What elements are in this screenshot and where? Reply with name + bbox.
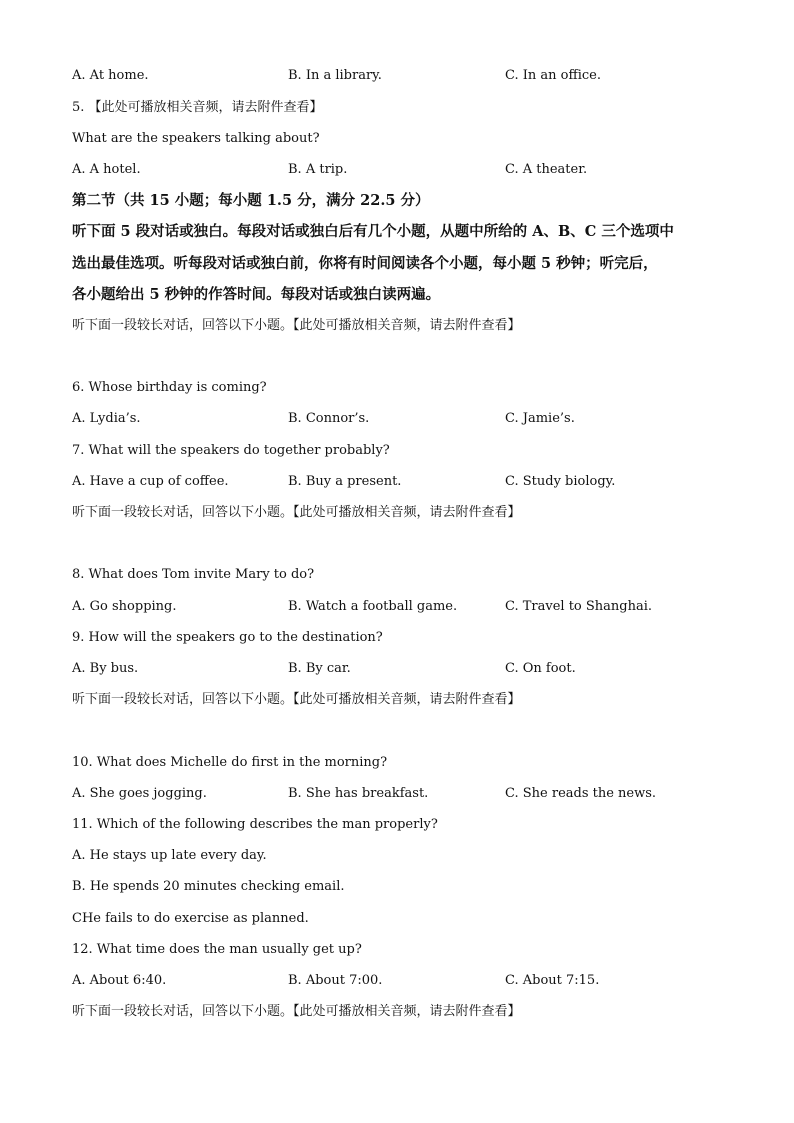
answer-option: A. By bus.: [72, 661, 139, 676]
answer-option: A. A hotel.: [72, 162, 141, 177]
text-line: 听下面一段较长对话，回答以下小题。【此处可播放相关音频，请去附件查看】: [72, 692, 521, 707]
section-instruction: 选出最佳选项。听每段对话或独白前，你将有时间阅读各个小题，每小题 5 秒钟；听完后，: [72, 255, 658, 272]
text-line: 12. What time does the man usually get up?: [72, 942, 362, 957]
text-line: 6. Whose birthday is coming?: [72, 380, 267, 395]
section-instruction: 各小题给出 5 秒钟的作答时间。每段对话或独白读两遍。: [72, 286, 441, 303]
text-line: CHe fails to do exercise as planned.: [72, 911, 309, 926]
text-line: A. He stays up late every day.: [72, 848, 267, 863]
answer-option: B. By car.: [288, 661, 351, 676]
answer-option: C. About 7:15.: [505, 973, 600, 988]
answer-option: A. Have a cup of coffee.: [72, 474, 229, 489]
text-line: 听下面一段较长对话，回答以下小题。【此处可播放相关音频，请去附件查看】: [72, 505, 521, 520]
text-line: 10. What does Michelle do first in the morning?: [72, 755, 388, 770]
answer-option: B. In a library.: [288, 68, 382, 83]
text-line: 听下面一段较长对话，回答以下小题。【此处可播放相关音频，请去附件查看】: [72, 318, 521, 333]
text-line: 7. What will the speakers do together probably?: [72, 443, 390, 458]
text-line: 5. 【此处可播放相关音频，请去附件查看】: [72, 100, 323, 115]
answer-option: B. Connor’s.: [288, 411, 370, 426]
answer-option: C. On foot.: [505, 661, 576, 676]
text-line: 11. Which of the following describes the man properly?: [72, 817, 438, 832]
answer-option: C. Travel to Shanghai.: [505, 599, 653, 614]
answer-option: A. Lydia’s.: [72, 411, 141, 426]
text-line: 9. How will the speakers go to the destination?: [72, 630, 383, 645]
text-line: 听下面一段较长对话，回答以下小题。【此处可播放相关音频，请去附件查看】: [72, 1004, 521, 1019]
section-instruction: 听下面 5 段对话或独白。每段对话或独白后有几个小题，从题中所给的 A、B、C 三个选项中: [72, 223, 674, 240]
text-line: 8. What does Tom invite Mary to do?: [72, 567, 315, 582]
answer-option: A. About 6:40.: [72, 973, 167, 988]
text-line: B. He spends 20 minutes checking email.: [72, 879, 345, 894]
answer-option: B. About 7:00.: [288, 973, 383, 988]
answer-option: B. Watch a football game.: [288, 599, 458, 614]
answer-option: C. A theater.: [505, 162, 588, 177]
answer-option: C. In an office.: [505, 68, 601, 83]
section-instruction: 第二节（共 15 小题；每小题 1.5 分，满分 22.5 分）: [72, 192, 430, 209]
text-line: What are the speakers talking about?: [72, 131, 320, 146]
answer-option: A. At home.: [72, 68, 149, 83]
answer-option: C. She reads the news.: [505, 786, 657, 801]
answer-option: A. Go shopping.: [72, 599, 177, 614]
answer-option: B. She has breakfast.: [288, 786, 429, 801]
answer-option: B. Buy a present.: [288, 474, 402, 489]
answer-option: A. She goes jogging.: [72, 786, 207, 801]
answer-option: C. Study biology.: [505, 474, 616, 489]
answer-option: C. Jamie’s.: [505, 411, 575, 426]
answer-option: B. A trip.: [288, 162, 348, 177]
